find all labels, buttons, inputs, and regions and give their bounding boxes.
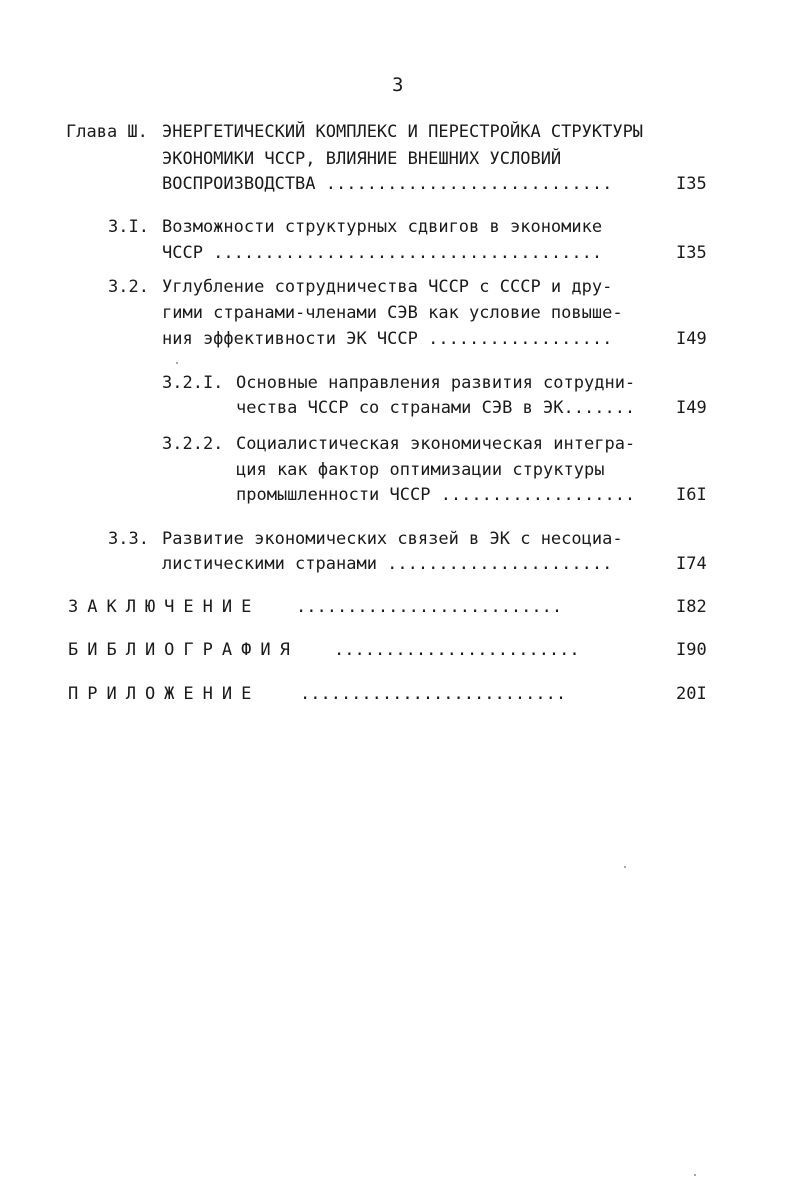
- chapter-title-line-2: ЭКОНОМИКИ ЧССР, ВЛИЯНИЕ ВНЕШНИХ УСЛОВИЙ: [162, 149, 562, 169]
- scan-speck: [694, 1174, 696, 1176]
- subsection-title-line-3: промышленности ЧССР ...................: [236, 485, 636, 505]
- bibliography-title: БИБЛИОГРАФИЯ: [68, 640, 299, 660]
- subsection-title-line-2: чества ЧССР со странами СЭВ в ЭК.......: [236, 398, 636, 418]
- subsection-page-number: I6I: [676, 485, 707, 505]
- bibliography-leader-dots: ........................: [334, 640, 580, 660]
- section-page-number: I49: [676, 329, 707, 349]
- chapter-title-line-3: ВОСПРОИЗВОДСТВА ............................: [162, 174, 613, 194]
- section-title-line-2: листическими странами ......................: [162, 554, 613, 574]
- chapter-label: Глава Ш.: [66, 122, 148, 142]
- page-number: 3: [392, 74, 404, 96]
- chapter-page-number: I35: [676, 174, 707, 194]
- section-label: 3.3.: [108, 529, 149, 549]
- subsection-label: 3.2.I.: [162, 373, 224, 393]
- bibliography-page-number: I90: [676, 640, 707, 660]
- section-page-number: I74: [676, 554, 707, 574]
- section-label: 3.2.: [108, 277, 149, 297]
- section-title-line-1: Развитие экономических связей в ЭК с несоциа-: [162, 529, 623, 549]
- section-page-number: I35: [676, 243, 707, 263]
- appendix-title: ПРИЛОЖЕНИЕ: [68, 684, 261, 704]
- section-title-line-2: гими странами-членами СЭВ как условие повыше-: [162, 303, 623, 323]
- conclusion-title: ЗАКЛЮЧЕНИЕ: [68, 597, 261, 617]
- section-title-line-1: Углубление сотрудничества ЧССР с СССР и дру-: [162, 277, 613, 297]
- subsection-title-line-1: Основные направления развития сотрудни-: [236, 373, 636, 393]
- conclusion-page-number: I82: [676, 597, 707, 617]
- appendix-page-number: 20I: [676, 684, 707, 704]
- conclusion-leader-dots: ..........................: [296, 597, 563, 617]
- appendix-leader-dots: ..........................: [300, 684, 567, 704]
- section-title-line-1: Возможности структурных сдвигов в экономике: [162, 217, 603, 237]
- subsection-title-line-2: ция как фактор оптимизации структуры: [236, 460, 605, 480]
- subsection-title-line-1: Социалистическая экономическая интегра-: [236, 434, 636, 454]
- scan-speck: [624, 866, 626, 868]
- subsection-label: 3.2.2.: [162, 434, 224, 454]
- section-label: 3.I.: [108, 217, 149, 237]
- section-title-line-3: ния эффективности ЭК ЧССР ..................: [162, 329, 613, 349]
- subsection-page-number: I49: [676, 398, 707, 418]
- section-title-line-2: ЧССР ......................................: [162, 243, 603, 263]
- scan-speck: [176, 362, 178, 364]
- chapter-title-line-1: ЭНЕРГЕТИЧЕСКИЙ КОМПЛЕКС И ПЕРЕСТРОЙКА СТРУКТУРЫ: [162, 122, 644, 142]
